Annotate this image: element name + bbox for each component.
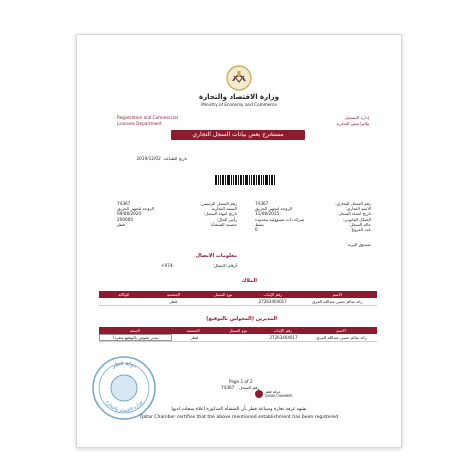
- ministry-title-ar: وزارة الاقتصاد والتجارة: [198, 93, 279, 101]
- ministry-title-en: Ministry of Economy and Commerce: [201, 102, 277, 107]
- po-box-label: صندوق البريد:: [346, 242, 371, 247]
- print-date-value: 2019/12/02: [136, 156, 161, 161]
- detail-row: عدد الفروع: 0: [255, 227, 371, 233]
- chamber-logo-en: QATAR CHAMBER: [265, 394, 293, 398]
- details-right: [255, 201, 371, 232]
- detail-row: السمة التجارية: الزوجة لتجهيز الحريق: [117, 206, 237, 212]
- details-left: [117, 201, 237, 227]
- owners-table-header: الاسم رقم الإثبات نوع السجل الجنسية الوكالة: [99, 291, 377, 298]
- managers-table-header: الاسم رقم الإثبات نوع السجل الجنسية الصفة: [99, 327, 377, 334]
- document-page: [76, 34, 402, 448]
- detail-row: الشكل القانوني: شركة ذات مسؤولية محدودة: [255, 216, 371, 222]
- contact-heading: معلومات الاتصال: [195, 253, 237, 259]
- department-en-line1: Registration and Commercial: [117, 115, 178, 120]
- detail-row: تاريخ انتهاء السجل: 09/08/2020: [117, 211, 237, 217]
- detail-row: رأس المال: 200000: [117, 216, 237, 222]
- table-row: رائد سالم حسن عبدالله المري 27263404017 قطر: [99, 298, 377, 306]
- barcode: [215, 175, 275, 185]
- document-title-banner: مستخرج بعض بيانات السجل التجاري: [171, 130, 305, 140]
- page-number: Page 1 of 2: [229, 379, 253, 384]
- print-date-label: تاريخ الطباعة:: [162, 156, 187, 161]
- department-ar-line1: إدارة التسجيل: [344, 115, 369, 120]
- managers-table: [99, 327, 377, 342]
- stamp-text-top: دولة قطر: [110, 359, 138, 370]
- table-row: رائد سالم حسن عبدالله المري 27263404017 قطر مدير مفوض بالتوقيع منفرداً: [99, 334, 377, 342]
- chamber-logo-icon: [255, 390, 263, 398]
- print-date: [117, 156, 187, 161]
- state-emblem-icon: [224, 65, 254, 91]
- footer-note-ar: تشهد غرفة تجارة وصناعة قطر بأن المنشأة المذكورة أعلاه سجلت لديها: [171, 407, 307, 412]
- detail-row: رقم السجل التجاري: 74367: [255, 201, 371, 206]
- contact-phone-label: أرقام الاتصال:: [212, 263, 237, 268]
- detail-row: جنسية المنشأة: قطر: [117, 221, 237, 227]
- detail-row: حالة السجل: نشط: [255, 221, 371, 227]
- department-ar-line2: والتراخيص التجارية: [336, 121, 369, 126]
- contact-phone: [161, 263, 237, 268]
- footer-record: [221, 385, 259, 390]
- po-box: [255, 242, 371, 247]
- department-en-line2: Licenses Department: [117, 121, 162, 126]
- footer-note-en: Qatar Chamber certifies that the above mentioned establishment has been registered: [139, 415, 339, 420]
- footer-record-label: رقم السجل :: [236, 385, 260, 390]
- managers-heading: المديرين (المخولين بالتوقيع): [206, 316, 277, 322]
- detail-row: رقم السجل الرئيسي: 74367: [117, 201, 237, 206]
- owners-heading: الملاك: [241, 278, 257, 284]
- detail-row: تاريخ انشاء السجل: 11/08/2015: [255, 211, 371, 217]
- stamp-text-bottom: وزارة الاقتصاد والتجارة: [104, 400, 144, 415]
- detail-row: الاسم التجاري: الزوجة لتجهيز الحريق: [255, 206, 371, 212]
- chamber-logo-ar: غرفة قطر: [265, 390, 281, 394]
- footer-record-value: 74367: [221, 385, 235, 390]
- contact-phone-value: +974-: [161, 263, 175, 268]
- owners-table: [99, 291, 377, 306]
- qatar-chamber-logo: [255, 387, 305, 401]
